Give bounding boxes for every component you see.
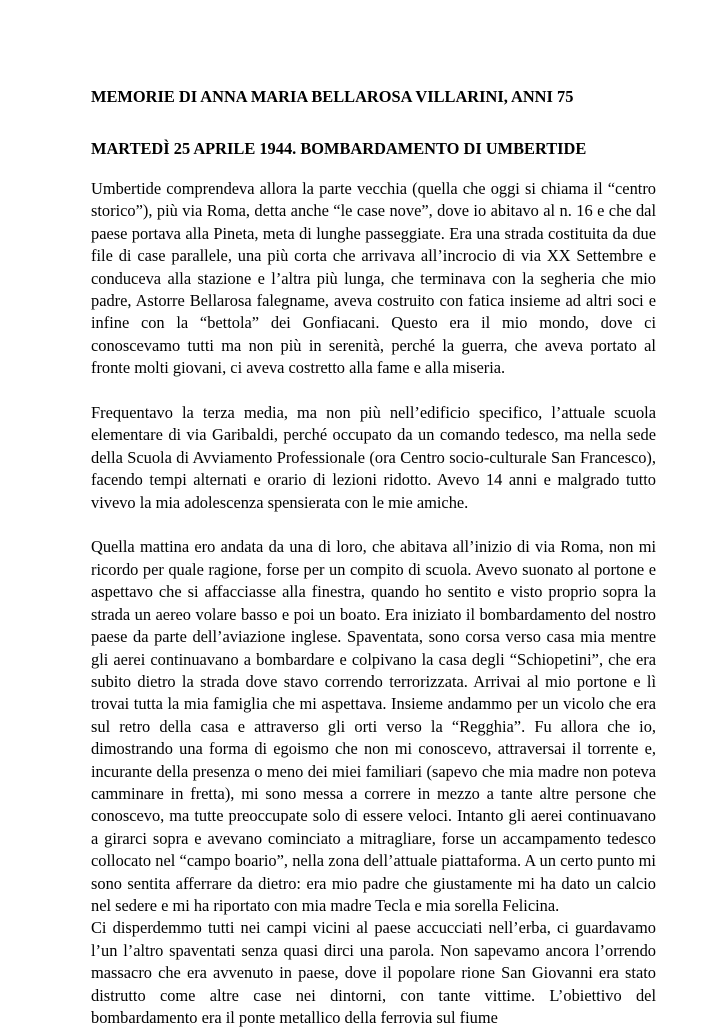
- paragraph-3: Quella mattina ero andata da una di loro, che abitava all’inizio di via Roma, non mi ricordo per quale ragione, forse per un compito di scuola. Avevo suonato al portone e aspettavo che si affacciasse alla finestra, quando ho sentito e visto proprio sopra la strada un aereo volare basso e poi un boato. Era iniziato il bombardamento del nostro paese da parte dell’aviazione inglese. Spaventata, sono corsa verso casa mia mentre gli aerei continuavano a bombardare e colpivano la casa degli “Schiopetini”, che era subito dietro la strada dove stavo correndo terrorizzata. Arrivai al mio portone e lì trovai tutta la mia famiglia che mi aspettava. Insieme andammo per un vicolo che era sul retro della casa e attraverso gli orti verso la “Regghia”. Fu allora che io, dimostrando una forma di egoismo che non mi conoscevo, attraversai il torrente e, incurante della presenza o meno dei miei familiari (sapevo che mia madre non poteva camminare in fretta), mi sono messa a correre in mezzo a tante altre persone che conoscevo, ma tutte preoccupate solo di essere veloci. Intanto gli aerei continuavano a girarci sopra e avevano cominciato a mitragliare, forse un accampamento tedesco collocato nel “campo boario”, nella zona dell’attuale piattaforma. A un certo punto mi sono sentita afferrare da dietro: era mio padre che giustamente mi ha dato un calcio nel sedere e mi ha riportato con mia madre Tecla e mia sorella Felicina.: [91, 537, 656, 915]
- paragraph-2: Frequentavo la terza media, ma non più nell’edificio specifico, l’attuale scuola elementare di via Garibaldi, perché occupato da un comando tedesco, ma nella sede della Scuola di Avviamento Professionale (ora Centro socio-culturale San Francesco), facendo tempi alternati e orario di lezioni ridotto. Avevo 14 anni e malgrado tutto vivevo la mia adolescenza spensierata con le mie amiche.: [91, 403, 656, 512]
- paragraph-spacer: [91, 380, 656, 402]
- paragraph-spacer: [91, 514, 656, 536]
- document-body: [91, 178, 656, 1029]
- paragraph-1: Umbertide comprendeva allora la parte vecchia (quella che oggi si chiama il “centro storico”), più via Roma, detta anche “le case nove”, dove io abitavo al n. 16 e che dal paese portava alla Pineta, meta di lunghe passeggiate. Era una strada costituita da due file di case parallele, una più corta che arrivava all’incrocio di via XX Settembre e conduceva alla stazione e l’altra più lunga, che terminava con la segheria che mio padre, Astorre Bellarosa falegname, aveva costruito con fatica insieme ad altri soci e infine con la “bettola” dei Gonfiacani. Questo era il mio mondo, dove ci conoscevamo tutti ma non più in serenità, perché la guerra, che aveva portato al fronte molti giovani, ci aveva costretto alla fame e alla miseria.: [91, 179, 656, 378]
- section-heading: MARTEDÌ 25 APRILE 1944. BOMBARDAMENTO DI UMBERTIDE: [91, 139, 587, 158]
- document-title: MEMORIE DI ANNA MARIA BELLAROSA VILLARINI, ANNI 75: [91, 87, 574, 106]
- paragraph-4: Ci disperdemmo tutti nei campi vicini al paese accucciati nell’erba, ci guardavamo l’un l’altro spaventati senza quasi dirci una parola. Non sapevamo ancora l’orrendo massacro che era avvenuto in paese, dove il popolare rione San Giovanni era stato distrutto come altre case nei dintorni, con tante vittime. L’obiettivo del bombardamento era il ponte metallico della ferrovia sul fiume: [91, 918, 656, 1027]
